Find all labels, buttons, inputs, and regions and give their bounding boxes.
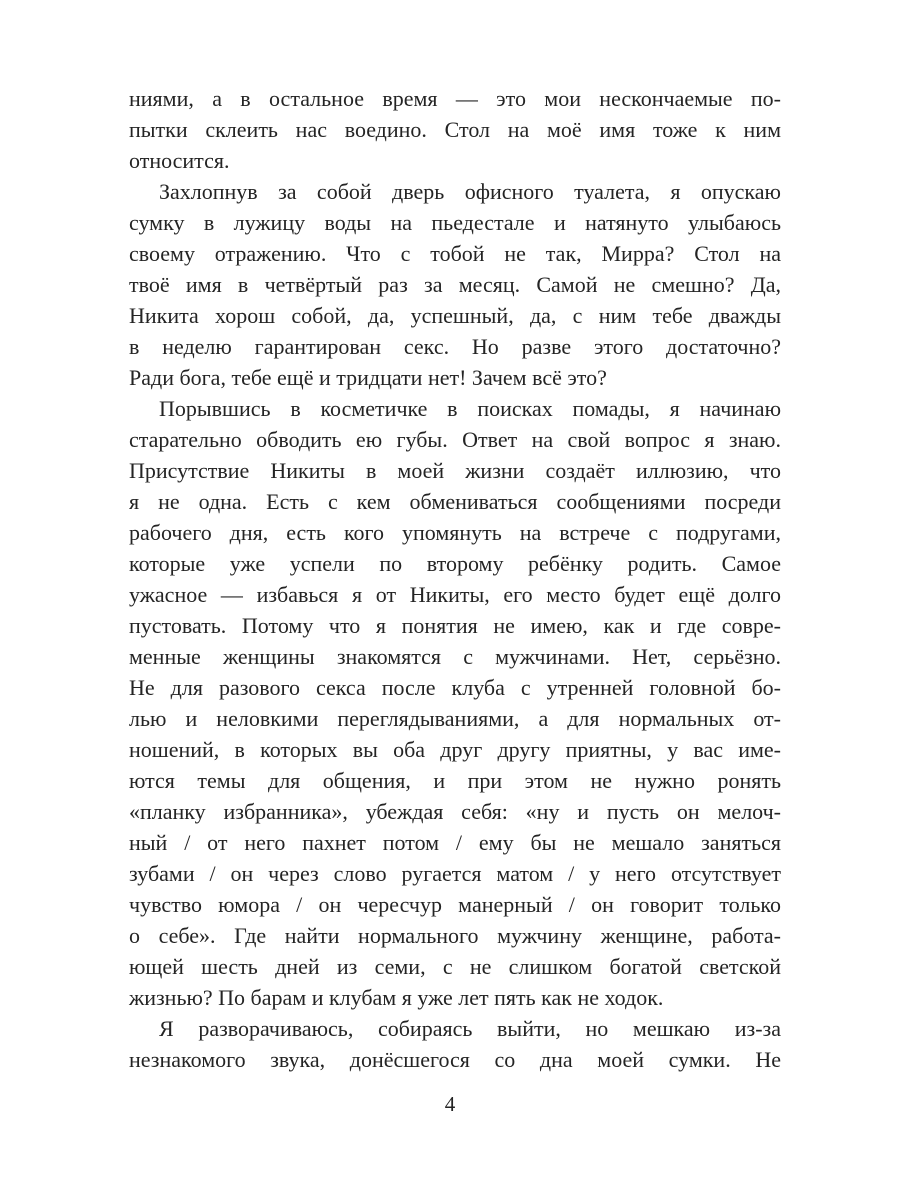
text-line: старательно обводить ею губы. Ответ на свой вопрос я знаю. <box>129 427 781 452</box>
text-line: пытки склеить нас воедино. Стол на моё имя тоже к ним <box>129 117 781 142</box>
text-column <box>129 83 781 1075</box>
text-line: в неделю гарантирован секс. Но разве этого достаточно? <box>129 334 781 359</box>
text-line: ужасное — избавься я от Никиты, его место будет ещё долго <box>129 582 781 607</box>
text-line: ющей шесть дней из семи, с не слишком богатой светской <box>129 954 781 979</box>
text-line: Захлопнув за собой дверь офисного туалета, я опускаю <box>159 179 781 204</box>
text-line: Ради бога, тебе ещё и тридцати нет! Зачем всё это? <box>129 365 607 390</box>
paragraph <box>129 83 781 176</box>
text-line: Никита хорош собой, да, успешный, да, с ним тебе дважды <box>129 303 781 328</box>
page-number: 4 <box>444 1092 456 1116</box>
text-line: твоё имя в четвёртый раз за месяц. Самой не смешно? Да, <box>129 272 781 297</box>
text-line: Присутствие Никиты в моей жизни создаёт иллюзию, что <box>129 458 781 483</box>
text-line: ный / от него пахнет потом / ему бы не мешало заняться <box>129 830 781 855</box>
text-line: которые уже успели по второму ребёнку родить. Самое <box>129 551 781 576</box>
text-line: сумку в лужицу воды на пьедестале и натянуто улыбаюсь <box>129 210 781 235</box>
text-line: незнакомого звука, донёсшегося со дна моей сумки. Не <box>129 1047 781 1072</box>
text-line: о себе». Где найти нормального мужчину женщине, работа- <box>129 923 781 948</box>
text-line: Не для разового секса после клуба с утренней головной бо- <box>129 675 781 700</box>
paragraph <box>129 176 781 393</box>
paragraph <box>129 393 781 1013</box>
text-line: Порывшись в косметичке в поисках помады, я начинаю <box>159 396 781 421</box>
text-line: ниями, а в остальное время — это мои нескончаемые по- <box>129 86 781 111</box>
text-line: рабочего дня, есть кого упомянуть на встрече с подругами, <box>129 520 781 545</box>
text-line: лью и неловкими переглядываниями, а для нормальных от- <box>129 706 781 731</box>
text-line: ются темы для общения, и при этом не нужно ронять <box>129 768 781 793</box>
paragraph <box>129 1013 781 1075</box>
text-line: менные женщины знакомятся с мужчинами. Нет, серьёзно. <box>129 644 781 669</box>
text-line: своему отражению. Что с тобой не так, Мирра? Стол на <box>129 241 781 266</box>
text-line: ношений, в которых вы оба друг другу приятны, у вас име- <box>129 737 781 762</box>
text-line: жизнью? По барам и клубам я уже лет пять как не ходок. <box>129 985 664 1010</box>
text-line: чувство юмора / он чересчур манерный / он говорит только <box>129 892 781 917</box>
text-line: пустовать. Потому что я понятия не имею, как и где совре- <box>129 613 781 638</box>
text-line: я не одна. Есть с кем обмениваться сообщениями посреди <box>129 489 781 514</box>
text-line: относится. <box>129 148 230 173</box>
text-line: Я разворачиваюсь, собираясь выйти, но мешкаю из-за <box>159 1016 781 1041</box>
text-line: «планку избранника», убеждая себя: «ну и пусть он мелоч- <box>129 799 781 824</box>
text-line: зубами / он через слово ругается матом / у него отсутствует <box>129 861 781 886</box>
